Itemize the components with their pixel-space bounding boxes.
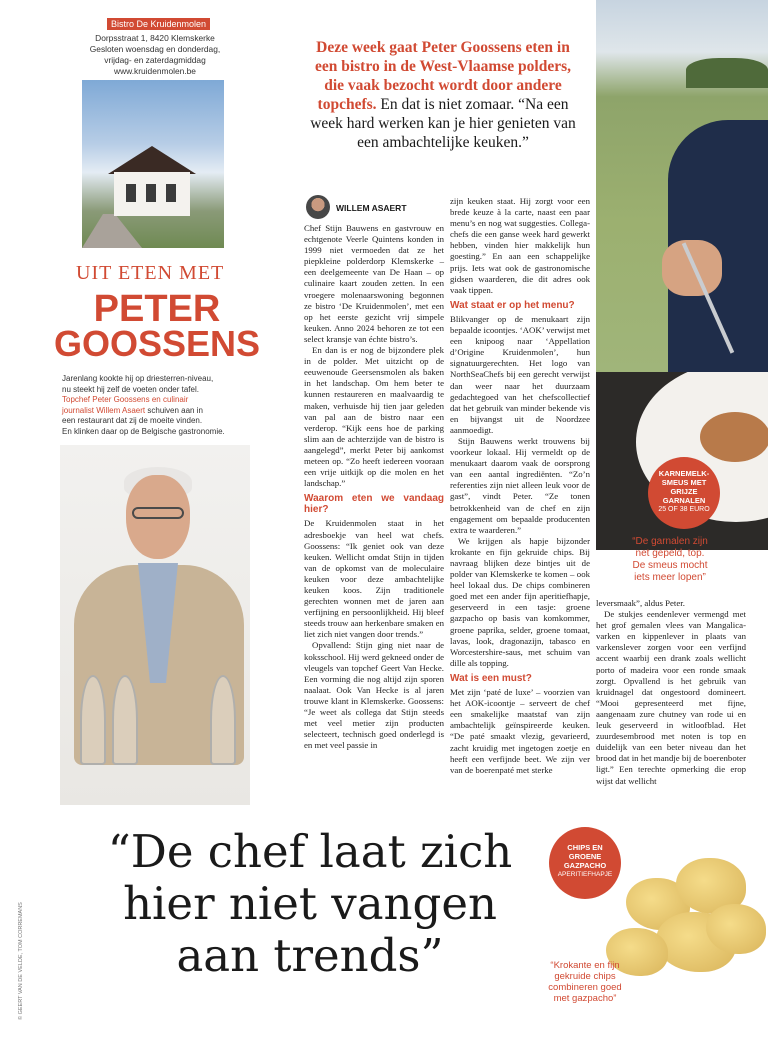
article-column-1: Chef Stijn Bauwens en gastvrouw en echtgenote Veerle Quintens konden in 1999 niet vermoeden dat ze het piepkleine polderdorp Klemskerke – een deelgemeente van De Haan – op culinaire kaart zouden zetten. In een vroegere molenaarswoning begonnen ze bistro ‘De Kruidenmolen’, met een op het eerste gezicht vrij simpele keuken. Anno 2024 behoren ze tot een select kransje van échte bistro’s. En dan is er nog de bijzondere plek in de polder. Met uitzicht op de eeuwenoude Geersensmolen als baken in het landschap. Om hem beter te kunnen restaureren en maalvaardig te maken, verhuisde hij tien jaar geleden van pal aan de bistro naar een verderop. “Kijk eens hoe de parking slim aan de achterzijde van de bistro is aangelegd”, merkt Peter bij aankomst meteen op. “Zo heeft iedereen vooraan een vrije uitkijk op die molen en het landschap.” Waarom eten we vandaag hier? De Kruidenmolen staat in het adresboekje van heel wat chefs. Goossens: “Ik geniet ook van deze keuken. Wellicht omdat Stijn in tijden van de opkomst van de moleculaire keuken voor deze ambachtelijke keuken koos. Zijn traditionele gerechten wonnen met de jaren aan verfijning en persoonlijkheid. Hij bleef steeds trouw aan herkenbare smaken en liet zich niet vangen door trends.” Opvallend: Stijn ging niet naar de koksschool. Hij werd gekneed onder de vleugels van topchef Geert Van Hecke. Een vorming die nog altijd zijn sporen naalaat. Ook Van Hecke is al jaren trouwe klant in Klemskerke. Goossens: “Je weet als collega dat Stijn steeds met veel metier zijn producten selecteert, technisch goed onderlegd is en met veel passie in: [304, 223, 444, 751]
author-avatar: [306, 195, 330, 219]
page-title: GOOSSENS: [53, 323, 261, 364]
section-heading: Wat is een must?: [450, 672, 532, 684]
page-title: PETER: [93, 288, 221, 330]
dish-badge: KARNEMELK- SMEUS MET GRIJZE GARNALEN 25 OF 38 EURO: [648, 457, 720, 529]
section-kicker: UIT ETEN MET: [76, 262, 225, 284]
section-heading: Waarom eten we vandaag hier?: [304, 493, 444, 516]
restaurant-hours: Gesloten woensdag en donderdag,: [89, 44, 221, 54]
dish-caption: “De garnalen zijn net gepeld, top. De smeus mocht iets meer lopen”: [632, 536, 708, 583]
chef-portrait-photo: [60, 445, 250, 805]
restaurant-name-tag: Bistro De Kruidenmolen: [107, 18, 210, 30]
author-byline: WILLEM ASAERT: [336, 203, 407, 213]
restaurant-photo: [82, 80, 224, 248]
pull-quote: “De chef laat zich hier niet vangen aan trends”: [107, 825, 513, 982]
article-column-3: leversmaak”, aldus Peter. De stukjes eendenlever vermengd met het grof gemalen vlees van Mangalica-varken en kippenlever in plaats van varkenslever zorgen voor een verfijnd accent waarbij een drank zoals wellicht porto of madeira voor een ronde smaak zorgt. Opvallend is het gebruik van kruidnagel dat ongestoord domineert. “Mooi gepresenteerd met fijne, aangenaam zure chutney van rode ui en leuk geserveerd in witloofblad. Het zuurdesembrood met noten is top en duidelijk van een beter niveau dan het brood dat in het mandje bij de boerenboter ligt.” Een terechte opmerking die erop wijst dat wellicht: [596, 598, 746, 786]
restaurant-address: Dorpsstraat 1, 8420 Klemskerke: [95, 33, 215, 43]
restaurant-website[interactable]: www.kruidenmolen.be: [114, 66, 196, 76]
article-lead: Deze week gaat Peter Goossens eten in een bistro in de West-Vlaamse polders, die vaak bezocht wordt door andere topchefs. En dat is niet zomaar. “Na een week hard werken kan je hier genieten van een ambachtelijke keuken.”: [310, 39, 576, 151]
article-column-2: zijn keuken staat. Hij zorgt voor een brede keuze à la carte, naast een paar menu’s en nog wat suggesties. Collega-chefs die een ganse week hard gewerkt hebben, vinden hier makkelijk hun goesting.” En aan een schappelijke prijs. Iets wat ook de gastronomische gidsen waarderen, die dit adres ook vaak tippen. Wat staat er op het menu? Blikvanger op de menukaart zijn bepaalde icoontjes. ‘AOK’ verwijst met een knipoog naar ‘Appellation d’Origine Kruidenmolen’, hun signatuurgerechten. Het logo van NorthSeaChefs bij een gerecht verwijst dan weer naar het duurzaam gedachtegoed van het chefscollectief dat het gebruik van minder bekende vis en bijvangst uit de Noordzee aanmoedigt. Stijn Bauwens werkt trouwens bij voorkeur lokaal. Hij vermeldt op de menukaart daarom vaak de oorsprong van een aantal ingrediënten. “Zo’n referenties zijn niet alleen leuk voor de gast”, vindt Peter. “Ze tonen betrokkenheid van de chef en zijn engagement om bepaalde producenten extra te waarderen.” We krijgen als hapje bijzonder krokante en fijn gekruide chips. Bij navraag blijken deze bintjes uit de polder van Klemskerke te komen – ook heel lokaal dus. De chips combineren goed met een ander fijn aperitiefhapje, geserveerd in een tasje: groene gazpacho op basis van komkommer, groene paprika, selder, groene tomaat, lavas, look, dragonazijn, tabasco en Worcestershire-saus, met schuim van dille als topping. Wat is een must? Met zijn ‘paté de luxe’ – voorzien van het AOK-icoontje – serveert de chef een smakelijke maatstaf van zijn ambachtelijk geïnspireerde keuken. “De paté smaakt vlezig, gevarieerd, zacht kruidig met ingetogen zoetje en heeft een verfijnde beet. We zijn ver van de boerenpaté met sterke: [450, 196, 590, 775]
chips-caption: “Krokante en fijn gekruide chips combineren goed met gazpacho”: [548, 960, 622, 1004]
restaurant-hours: vrijdag- en zaterdagmiddag: [104, 55, 206, 65]
chips-badge: CHIPS EN GROENE GAZPACHO APERITIEFHAPJE: [549, 827, 621, 899]
intro-text: Jarenlang kookte hij op driesterren-niveau, nu steekt hij zelf de voeten onder tafel. Topchef Peter Goossens en culinair journalist Willem Asaert schuiven aan in een restaurant dat zij de moeite vinden. En klinken daar op de Belgische gastronomie.: [62, 374, 225, 436]
dining-photo: [596, 0, 768, 372]
section-heading: Wat staat er op het menu?: [450, 299, 575, 311]
photo-credit: © GEERT VAN DE VELDE, TOM CORREMANS: [18, 902, 24, 1020]
